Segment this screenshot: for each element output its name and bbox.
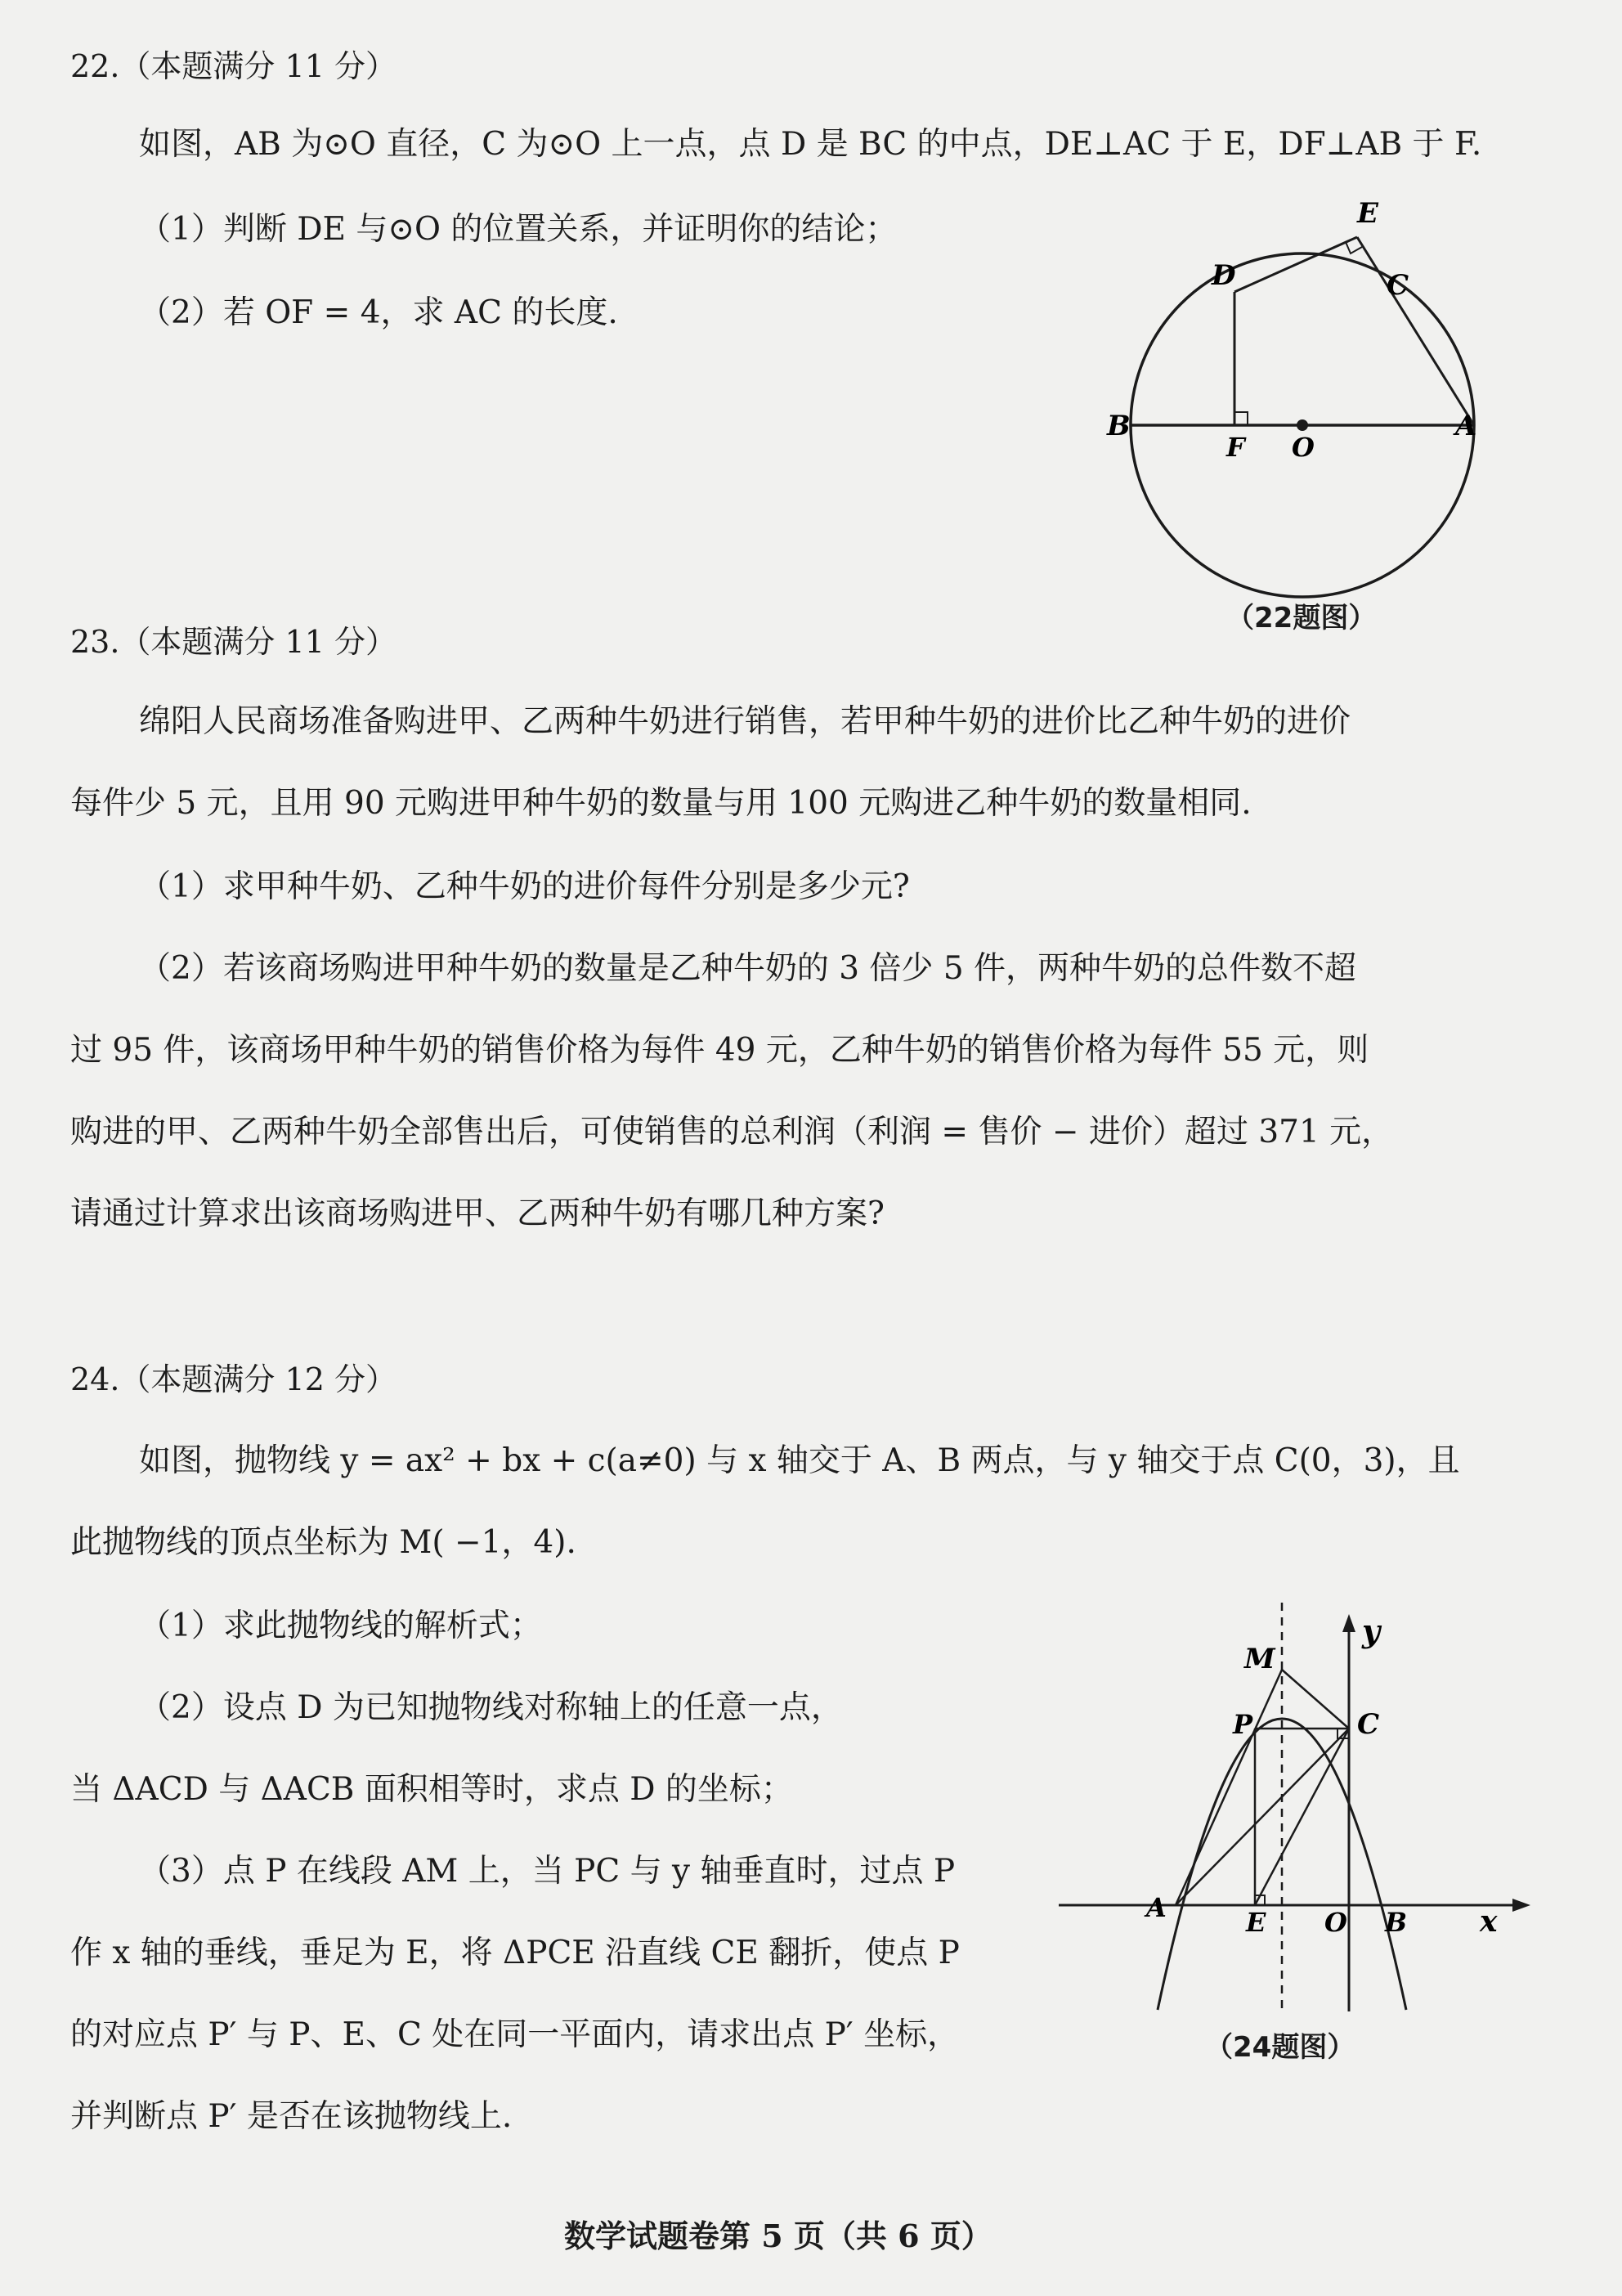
label-e: E — [1246, 1907, 1266, 1938]
q23-part2-line4: 请通过计算求出该商场购进甲、乙两种牛奶有哪几种方案? — [70, 1195, 885, 1232]
label-y: y — [1362, 1612, 1381, 1649]
label-a: A — [1455, 410, 1477, 442]
q24-part3-line4: 并判断点 P′ 是否在该抛物线上. — [70, 2098, 513, 2135]
label-c: C — [1357, 1708, 1380, 1741]
right-angle-f — [1234, 412, 1248, 425]
x-axis-arrow — [1512, 1899, 1530, 1912]
segment-am — [1176, 1670, 1282, 1905]
q23-part1: （1）求甲种牛奶、乙种牛奶的进价每件分别是多少元? — [139, 868, 910, 905]
segment-de — [1234, 237, 1357, 292]
q22-figure-caption: （22题图） — [1226, 602, 1377, 635]
q24-figure-caption: （24题图） — [1205, 2031, 1355, 2064]
segment-ea — [1357, 237, 1474, 425]
q23-header: 23.（本题满分 11 分） — [70, 624, 397, 660]
q23-part2-line1: （2）若该商场购进甲种牛奶的数量是乙种牛奶的 3 倍少 5 件，两种牛奶的总件数不超 — [139, 950, 1357, 987]
label-d: D — [1212, 259, 1236, 292]
q24-line1: 如图，抛物线 y = ax² + bx + c(a≠0) 与 x 轴交于 A、B 两点，与 y 轴交于点 C(0，3)，且 — [139, 1442, 1460, 1479]
q22-header: 22.（本题满分 11 分） — [70, 48, 397, 84]
label-m: M — [1244, 1643, 1275, 1675]
q24-part3-line3: 的对应点 P′ 与 P、E、C 处在同一平面内，请求出点 P′ 坐标， — [70, 2016, 960, 2053]
label-o: O — [1324, 1907, 1347, 1938]
q24-header: 24.（本题满分 12 分） — [70, 1361, 397, 1397]
right-angle-e — [1346, 242, 1362, 253]
q22-part1: （1）判断 DE 与⊙O 的位置关系，并证明你的结论； — [139, 211, 898, 248]
q22-statement: 如图，AB 为⊙O 直径，C 为⊙O 上一点，点 D 是 BC 的中点，DE⊥AC 于 E，DF⊥AB 于 F. — [139, 126, 1482, 163]
center-o-dot — [1297, 419, 1308, 431]
page-footer: 数学试题卷第 5 页（共 6 页） — [564, 2218, 992, 2254]
q24-part2-line1: （2）设点 D 为已知抛物线对称轴上的任意一点， — [139, 1689, 843, 1726]
label-b: B — [1385, 1907, 1408, 1938]
q22-figure — [1107, 188, 1504, 597]
label-o: O — [1292, 432, 1315, 463]
q23-part2-line2: 过 95 件，该商场甲种牛奶的销售价格为每件 49 元，乙种牛奶的销售价格为每件 55 元，则 — [70, 1032, 1369, 1069]
label-f: F — [1226, 432, 1245, 463]
q24-figure — [1055, 1603, 1545, 2011]
q23-line2: 每件少 5 元，且用 90 元购进甲种牛奶的数量与用 100 元购进乙种牛奶的数量相同. — [70, 785, 1252, 822]
q24-line2: 此抛物线的顶点坐标为 M( −1，4). — [70, 1524, 576, 1561]
label-a: A — [1146, 1892, 1167, 1923]
segment-ce — [1255, 1729, 1349, 1905]
q24-part3-line1: （3）点 P 在线段 AM 上，当 PC 与 y 轴垂直时，过点 P — [139, 1853, 956, 1890]
segment-ac — [1176, 1729, 1349, 1905]
q24-part3-line2: 作 x 轴的垂线，垂足为 E，将 ΔPCE 沿直线 CE 翻折，使点 P — [70, 1935, 960, 1971]
y-axis-arrow — [1342, 1614, 1355, 1632]
q22-part2: （2）若 OF = 4，求 AC 的长度. — [139, 294, 618, 331]
label-p: P — [1233, 1709, 1253, 1740]
q24-part2-line2: 当 ΔACD 与 ΔACB 面积相等时，求点 D 的坐标； — [70, 1771, 793, 1808]
label-b: B — [1107, 410, 1131, 442]
label-c: C — [1387, 269, 1409, 302]
label-x: x — [1480, 1904, 1498, 1939]
label-e: E — [1357, 197, 1378, 230]
q23-line1: 绵阳人民商场准备购进甲、乙两种牛奶进行销售，若甲种牛奶的进价比乙种牛奶的进价 — [139, 703, 1351, 740]
q24-part1: （1）求此抛物线的解析式； — [139, 1608, 542, 1644]
q23-part2-line3: 购进的甲、乙两种牛奶全部售出后，可使销售的总利润（利润 = 售价 − 进价）超过 371 元， — [70, 1114, 1394, 1150]
